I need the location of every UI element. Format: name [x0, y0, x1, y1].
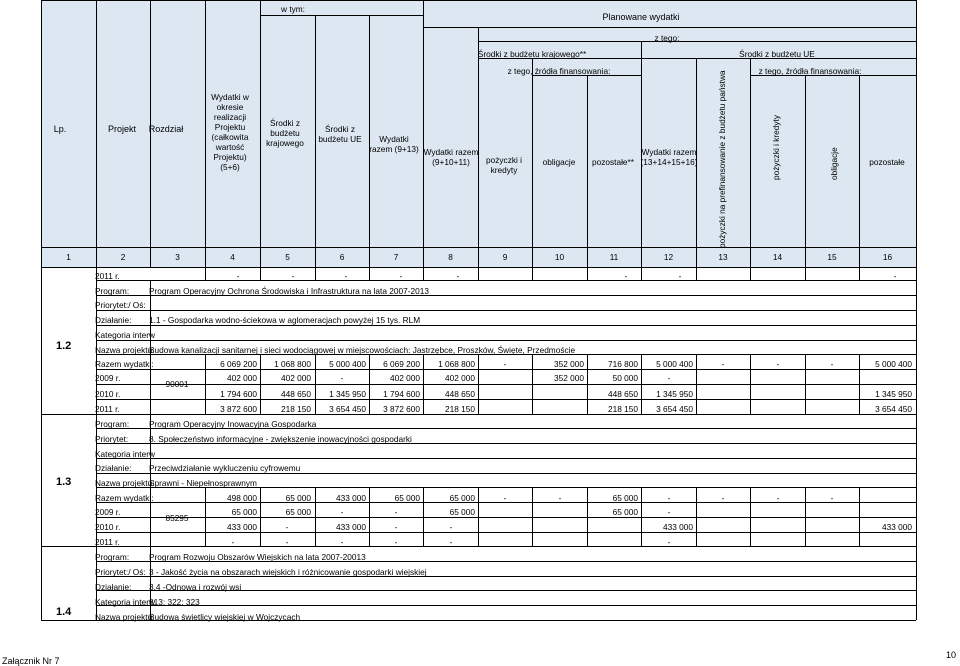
row-2011-label: 2011 r. [95, 271, 120, 281]
grid-line [859, 487, 860, 546]
grid-line [150, 247, 151, 267]
s12-2011-label: 2011 r. [95, 404, 120, 414]
grid-line [369, 354, 370, 414]
s12-kategoria-label: Kategoria interw [95, 330, 155, 340]
dash-cell: - [624, 271, 628, 281]
grid-line [750, 487, 751, 546]
value-cell: - [394, 507, 398, 517]
grid-line [805, 354, 806, 414]
header-wydatki-razem-9-13: Wydatki razem (9+13) [369, 134, 419, 154]
lp-1-4: 1.4 [56, 606, 72, 618]
value-cell: 3 654 450 [656, 404, 693, 414]
s14-kategoria-label: Kategoria interw [95, 597, 155, 607]
grid-line [260, 354, 261, 414]
header-pozyczki-kredyty: pożyczki i kredyty [486, 155, 522, 175]
column-number: 4 [230, 252, 235, 262]
grid-line [532, 267, 533, 280]
header-lp: Lp. [53, 124, 67, 134]
s14-nazwa-label: Nazwa projektu: [95, 612, 155, 622]
value-cell: 65 000 [612, 493, 638, 503]
value-cell: 6 069 200 [383, 359, 420, 369]
value-cell: - [776, 359, 780, 369]
value-cell: 65 000 [285, 507, 311, 517]
grid-line [587, 267, 588, 280]
grid-line [205, 247, 206, 267]
value-cell: 1 794 600 [383, 389, 420, 399]
value-cell: - [721, 359, 725, 369]
lp-1-2: 1.2 [56, 340, 72, 352]
header-wydatki-okres: Wydatki w okresie realizacji Projektu (całkowita wartość Projektu) (5+6) [211, 92, 249, 172]
grid-line [96, 325, 916, 326]
grid-line [532, 247, 533, 267]
grid-line [96, 473, 916, 474]
column-number: 5 [285, 252, 290, 262]
value-cell: 1 345 950 [329, 389, 366, 399]
s13-kategoria-label: Kategoria interw [95, 449, 155, 459]
grid-line [96, 369, 916, 370]
column-number: 14 [772, 252, 783, 262]
s14-program: Program Rozwoju Obszarów Wiejskich na lata 2007-20013 [149, 552, 366, 562]
grid-line [260, 267, 261, 280]
header-srodki-budzet-kraj: Środki z budżetu krajowego [266, 118, 304, 148]
value-cell: 433 000 [336, 522, 366, 532]
grid-line [96, 310, 916, 311]
dash-cell: - [291, 271, 295, 281]
grid-line [369, 267, 370, 280]
grid-line [315, 247, 316, 267]
s13-2009-label: 2009 r. [95, 507, 121, 517]
s13-2011-label: 2011 r. [95, 537, 120, 547]
column-number: 12 [663, 252, 674, 262]
grid-line [859, 247, 860, 267]
value-cell: - [231, 537, 235, 547]
s12-2009-label: 2009 r. [95, 373, 121, 383]
grid-line [478, 354, 479, 414]
value-cell: 448 650 [445, 389, 475, 399]
value-cell: 448 650 [608, 389, 638, 399]
value-cell: 218 150 [281, 404, 311, 414]
value-cell: 5 000 400 [875, 359, 912, 369]
value-cell: - [449, 522, 453, 532]
header-z-tego: z tego: [654, 33, 680, 43]
header-zrodla-ue: z tego, źródła finansowania: [758, 66, 862, 76]
s14-dzialanie: 3.4 -Odnowa i rozwój wsi [149, 582, 242, 592]
grid-line [96, 384, 916, 385]
header-planowane-wydatki: Planowane wydatki [602, 12, 680, 22]
grid-line [859, 354, 860, 414]
column-number: 15 [827, 252, 837, 262]
column-number: 13 [718, 252, 728, 262]
value-cell: 433 000 [227, 522, 257, 532]
value-cell: 498 000 [227, 493, 257, 503]
s12-program: Program Operacyjny Ochrona Środowiska i Infrastruktura na lata 2007-2013 [149, 286, 429, 296]
value-cell: 3 872 600 [220, 404, 257, 414]
header-projekt: Projekt [107, 124, 137, 134]
value-cell: - [558, 493, 562, 503]
value-cell: 433 000 [882, 522, 912, 532]
value-cell: - [667, 537, 671, 547]
value-cell: 448 650 [281, 389, 311, 399]
grid-line [532, 58, 533, 267]
value-cell: 5 000 400 [329, 359, 366, 369]
grid-line [696, 247, 697, 267]
value-cell: - [285, 537, 289, 547]
s14-program-label: Program: [95, 552, 130, 562]
value-cell: - [340, 373, 344, 383]
value-cell: 5 000 400 [656, 359, 693, 369]
header-pozyczki-prefinansowanie: pożyczki na prefinansowanie z budżetu państwa [717, 70, 727, 248]
value-cell: 1 345 950 [875, 389, 912, 399]
grid-line [96, 546, 916, 547]
s12-dzialanie: 1.1 - Gospodarka wodno-ściekowa w aglomeracjach powyżej 15 tys. RLM [149, 315, 421, 325]
grid-line [641, 267, 642, 280]
value-cell: 433 000 [336, 493, 366, 503]
value-cell: 65 000 [449, 507, 475, 517]
value-cell: 65 000 [285, 493, 311, 503]
grid-line [96, 340, 916, 341]
value-cell: - [503, 359, 507, 369]
value-cell: - [394, 522, 398, 532]
dash-cell: - [236, 271, 240, 281]
grid-line [96, 605, 916, 606]
column-number: 10 [554, 252, 565, 262]
value-cell: - [830, 359, 834, 369]
grid-line [587, 75, 588, 267]
value-cell: 352 000 [554, 373, 584, 383]
grid-line [478, 487, 479, 546]
grid-line [41, 414, 96, 415]
grid-line [916, 0, 917, 620]
s13-dzialanie-label: Działanie: [95, 463, 132, 473]
value-cell: - [667, 493, 671, 503]
grid-line [478, 247, 479, 267]
grid-line [805, 247, 806, 267]
s13-nazwa: Sprawni - Niepełnosprawnym [149, 478, 257, 488]
header-pozostale-star: pozostałe** [592, 157, 634, 167]
value-cell: 3 654 450 [329, 404, 366, 414]
s13-nazwa-label: Nazwa projektu: [95, 478, 155, 488]
grid-line [96, 399, 916, 400]
grid-line [750, 354, 751, 414]
grid-line [96, 458, 916, 459]
grid-line [641, 354, 642, 414]
grid-line [96, 280, 916, 281]
value-cell: - [285, 522, 289, 532]
s13-program: Program Operacyjny Inowacyjna Gospodarka [149, 419, 317, 429]
value-cell: 402 000 [445, 373, 475, 383]
grid-line [696, 487, 697, 546]
grid-line [205, 369, 206, 414]
column-number: 1 [66, 252, 71, 262]
grid-line [859, 267, 860, 280]
value-cell: - [667, 373, 671, 383]
header-w-tym: w tym: [281, 4, 305, 14]
value-cell: - [503, 493, 507, 503]
value-cell: 402 000 [281, 373, 311, 383]
s13-priorytet-label: Priorytet: [95, 434, 129, 444]
s13-2010-label: 2010 r. [95, 522, 121, 532]
grid-line [423, 267, 424, 280]
column-number: 16 [882, 252, 893, 262]
header-wydatki-razem-13-16: Wydatki razem (13+14+15+16) [640, 147, 698, 167]
footer-page-number: 10 [946, 650, 957, 660]
grid-line [805, 75, 806, 267]
value-cell: 65 000 [449, 493, 475, 503]
value-cell: 352 000 [554, 359, 584, 369]
grid-line [96, 0, 97, 247]
grid-line [41, 620, 96, 621]
value-cell: 402 000 [227, 373, 257, 383]
value-cell: - [776, 493, 780, 503]
grid-line [532, 354, 533, 414]
header-zrodla-krajowe: z tego, źródła finansowania: [507, 66, 611, 76]
value-cell: 3 872 600 [383, 404, 420, 414]
s14-priorytet-label: Priorytet:/ Oś: [95, 567, 146, 577]
value-cell: 65 000 [612, 507, 638, 517]
grid-line [423, 487, 424, 546]
header-pozyczki-kredyty-ue: pożyczki i kredyty [771, 114, 781, 180]
column-number: 8 [448, 252, 453, 262]
header-obligacje: obligacje [542, 157, 576, 167]
value-cell: 6 069 200 [220, 359, 257, 369]
value-cell: 218 150 [445, 404, 475, 414]
dash-cell: - [456, 271, 460, 281]
grid-line [423, 354, 424, 414]
s14-priorytet: 3 - Jakość życia na obszarach wiejskich i różnicowanie gospodarki wiejskiej [149, 567, 427, 577]
grid-line [587, 487, 588, 546]
s14-dzialanie-label: Działanie: [95, 582, 132, 592]
column-number: 9 [502, 252, 508, 262]
s12-nazwa-label: Nazwa projektu: [95, 345, 155, 355]
grid-line [478, 267, 479, 280]
dash-cell: - [893, 271, 897, 281]
grid-line [205, 267, 206, 280]
s13-razem-label: Razem wydatki: [95, 493, 154, 503]
grid-line [641, 487, 642, 546]
header-rozdzial: Rozdział [148, 124, 184, 134]
s13-priorytet: 8. Społeczeństwo informacyjne - zwiększenie inowacyjności gospodarki [149, 434, 412, 444]
s13-rozdzial: 85295 [165, 513, 189, 523]
dash-cell: - [344, 271, 348, 281]
grid-line [532, 487, 533, 546]
s12-razem-label: Razem wydatki: [95, 359, 154, 369]
grid-line [750, 247, 751, 267]
value-cell: 50 000 [612, 373, 638, 383]
dash-cell: - [678, 271, 682, 281]
grid-line [41, 0, 42, 620]
grid-line [369, 487, 370, 546]
grid-line [369, 247, 370, 267]
header-srodki-ue: Środki z budżetu UE [739, 49, 815, 59]
header-obligacje-ue: obligacje [829, 147, 839, 180]
grid-line [587, 247, 588, 267]
grid-line [205, 502, 206, 546]
value-cell: 402 000 [390, 373, 420, 383]
header-srodki-krajowe: Środki z budżetu krajowego** [477, 49, 587, 59]
value-cell: - [449, 537, 453, 547]
grid-line [315, 267, 316, 280]
value-cell: 1 068 800 [438, 359, 475, 369]
grid-line [587, 354, 588, 414]
grid-line [41, 0, 916, 1]
grid-line [750, 267, 751, 280]
grid-line [696, 354, 697, 414]
grid-line [696, 267, 697, 280]
s12-2010-label: 2010 r. [95, 389, 121, 399]
column-number: 6 [339, 252, 345, 262]
grid-line [260, 15, 423, 16]
grid-line [41, 546, 96, 547]
grid-line [750, 58, 751, 267]
grid-line [96, 414, 916, 415]
value-cell: 1 794 600 [220, 389, 257, 399]
s13-dzialanie: Przeciwdziałanie wykluczeniu cyfrowemu [149, 463, 301, 473]
dash-cell: - [399, 271, 403, 281]
grid-line [805, 487, 806, 546]
s14-kategoria: 313; 322; 323 [149, 597, 200, 607]
column-number: 2 [120, 252, 126, 262]
column-number: 11 [609, 252, 619, 262]
grid-line [96, 532, 916, 533]
value-cell: 716 800 [608, 359, 638, 369]
header-pozostale: pozostałe [869, 157, 905, 167]
grid-line [859, 75, 860, 267]
grid-line [260, 487, 261, 546]
column-number: 3 [175, 252, 180, 262]
value-cell: - [830, 493, 834, 503]
header-wydatki-razem-9-10-11: Wydatki razem (9+10+11) [423, 147, 479, 167]
footer-zalacznik: Załącznik Nr 7 [2, 656, 60, 666]
value-cell: - [340, 537, 344, 547]
value-cell: 1 068 800 [274, 359, 311, 369]
s12-rozdzial: 90001 [165, 379, 189, 389]
grid-line [96, 247, 97, 267]
grid-line [805, 267, 806, 280]
grid-line [96, 517, 916, 518]
value-cell: 1 345 950 [656, 389, 693, 399]
s12-nazwa: Budowa kanalizacji sanitarnej i sieci wodociągowej w miejscowościach: Jastrzębce, Proszków, Święte, Przedmoście [149, 345, 576, 355]
value-cell: - [394, 537, 398, 547]
value-cell: - [721, 493, 725, 503]
value-cell: 218 150 [608, 404, 638, 414]
grid-line [315, 487, 316, 546]
grid-line [423, 0, 424, 267]
s12-priorytet-label: Priorytet:/ Oś: [95, 300, 146, 310]
header-srodki-budzet-ue: Środki z budżetu UE [318, 124, 362, 144]
value-cell: 65 000 [394, 493, 420, 503]
value-cell: 433 000 [663, 522, 693, 532]
grid-line [315, 354, 316, 414]
grid-line [423, 27, 916, 28]
s12-dzialanie-label: Działanie: [95, 315, 132, 325]
value-cell: 3 654 450 [875, 404, 912, 414]
s13-program-label: Program: [95, 419, 130, 429]
s12-program-label: Program: [95, 286, 130, 296]
column-number: 7 [393, 252, 399, 262]
value-cell: 65 000 [231, 507, 257, 517]
value-cell: - [340, 507, 344, 517]
lp-1-3: 1.3 [56, 476, 72, 488]
grid-line [641, 247, 642, 267]
s14-nazwa: Budowa świetlicy wiejskiej w Wojczycach [149, 612, 301, 622]
grid-line [478, 41, 916, 42]
value-cell: - [667, 507, 671, 517]
